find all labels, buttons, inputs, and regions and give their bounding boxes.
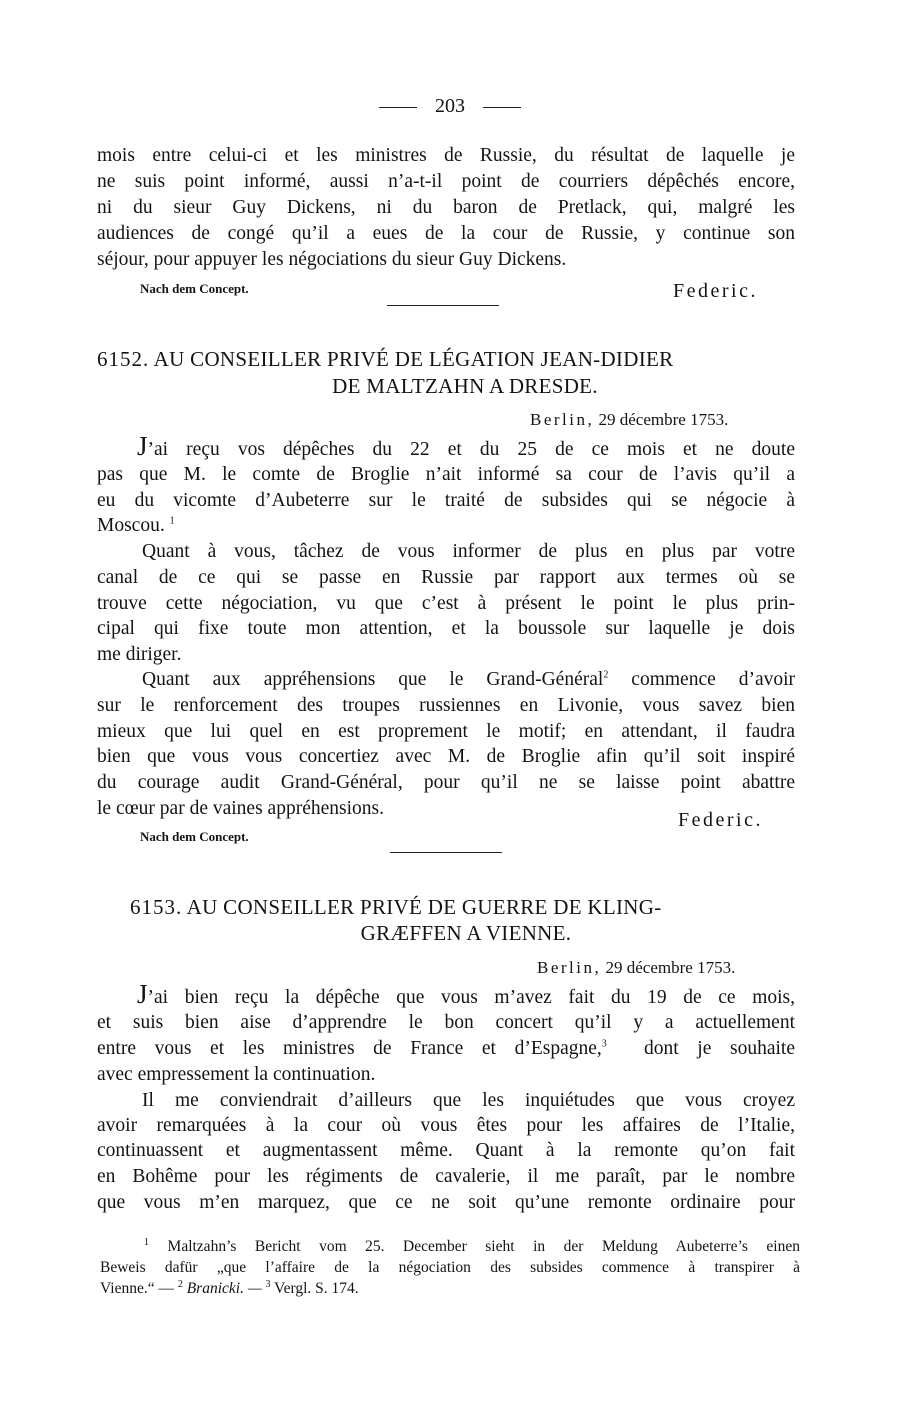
paragraph-line: Quant à vous, tâchez de vous informer de plus en plus par votre <box>142 541 795 562</box>
paragraph-line: avoir remarquées à la cour où vous êtes pour les affaires de l’Italie, <box>97 1115 795 1136</box>
paragraph-line: le cœur par de vaines appréhensions. <box>97 798 384 819</box>
line-text: Moscou. <box>97 515 165 536</box>
paragraph-line: bien que vous vous concertiez avec M. de Broglie afin qu’il soit inspiré <box>97 746 795 767</box>
paragraph-line <box>97 431 795 463</box>
paragraph-line <box>97 513 795 539</box>
paragraph-line: que vous m’en marquez, que ce ne soit qu’une remonte ordinaire pour <box>97 1192 795 1213</box>
page-number-line <box>0 95 900 118</box>
signature: Federic. <box>678 809 763 831</box>
footnote-line: Beweis dafür „que l’affaire de la négociation des subsides commence à transpirer à <box>100 1259 800 1276</box>
line-text: commence d’avoir <box>631 669 796 690</box>
paragraph-line: sur le renforcement des troupes russiennes en Livonie, vous savez bien <box>97 695 795 716</box>
document-title-line1: AU CONSEILLER PRIVÉ DE GUERRE DE KLING- <box>186 895 662 919</box>
line-text: entre vous et les ministres de France et d’Espagne, <box>97 1038 602 1059</box>
footnote-line <box>100 1236 800 1257</box>
paragraph-line: audiences de congé qu’il a eues de la cour de Russie, y continue son <box>97 223 795 244</box>
section-divider <box>390 852 502 853</box>
paragraph-line: avec empressement la continuation. <box>97 1064 376 1085</box>
paragraph-line <box>97 1036 795 1062</box>
page-number-dash-right <box>483 107 521 108</box>
paragraph-line: Il me conviendrait d’ailleurs que les inquiétudes que vous croyez <box>142 1090 795 1111</box>
section-divider <box>387 305 499 306</box>
paragraph-line: continuassent et augmentassent même. Quant à la remonte qu’on fait <box>97 1140 795 1161</box>
paragraph-line: me diriger. <box>97 644 182 665</box>
document-title-line1: AU CONSEILLER PRIVÉ DE LÉGATION JEAN-DIDIER <box>153 347 674 371</box>
footnote-mark: 3 <box>265 1278 271 1290</box>
document-heading-6152 <box>97 345 795 373</box>
paragraph-line: mois entre celui-ci et les ministres de Russie, du résultat de laquelle je <box>97 145 795 166</box>
source-note: Nach dem Concept. <box>140 829 249 844</box>
page-number-dash-left <box>379 107 417 108</box>
footnote-ref: 3 <box>601 1038 607 1050</box>
document-title-line2: GRÆFFEN A VIENNE. <box>360 921 572 945</box>
line-text: dont je souhaite <box>644 1038 795 1059</box>
date-text: 29 décembre 1753. <box>598 410 729 429</box>
paragraph-line: mieux que lui quel en est proprement le motif; en attendant, il faudra <box>97 721 795 742</box>
paragraph-line: et suis bien aise d’apprendre le bon concert qu’il y a actuellement <box>97 1012 795 1033</box>
document-title-line2: DE MALTZAHN A DRESDE. <box>332 374 598 398</box>
page-number: 203 <box>435 95 465 117</box>
paragraph-line: séjour, pour appuyer les négociations du sieur Guy Dickens. <box>97 249 567 270</box>
footnote-text: Vienne.“ — <box>100 1280 174 1297</box>
footnote-text: Branicki. — <box>186 1280 262 1297</box>
footnote-ref: 2 <box>603 669 609 681</box>
document-heading-6153 <box>97 893 795 921</box>
date-text: 29 décembre 1753. <box>605 958 736 977</box>
footnote-ref: 1 <box>169 515 175 527</box>
document-number: 6153. <box>130 895 183 919</box>
paragraph-line: cipal qui fixe toute mon attention, et la boussole sur laquelle je dois <box>97 618 795 639</box>
line-text: ’ai reçu vos dépêches du 22 et du 25 de ce mois et ne doute <box>147 439 795 460</box>
paragraph-line: ni du sieur Guy Dickens, ni du baron de Pretlack, qui, malgré les <box>97 197 795 218</box>
footnote-text: Vergl. S. 174. <box>274 1280 359 1297</box>
source-note: Nach dem Concept. <box>140 281 249 296</box>
initial-letter: J <box>137 431 148 461</box>
document-date <box>537 958 735 978</box>
signature: Federic. <box>673 280 758 302</box>
paragraph-line: en Bohême pour les régiments de cavalerie, il me paraît, par le nombre <box>97 1166 795 1187</box>
footnote-mark: 1 <box>144 1236 149 1248</box>
paragraph-line: trouve cette négociation, vu que c’est à présent le point le plus prin- <box>97 593 795 614</box>
line-text: ’ai bien reçu la dépêche que vous m’avez fait du 19 de ce mois, <box>147 987 795 1008</box>
paragraph-line: pas que M. le comte de Broglie n’ait informé sa cour de l’avis qu’il a <box>97 464 795 485</box>
date-place: Berlin, <box>537 958 602 977</box>
paragraph-line: canal de ce qui se passe en Russie par rapport aux termes où se <box>97 567 795 588</box>
date-place: Berlin, <box>530 410 595 429</box>
footnote-text: Maltzahn’s Bericht vom 25. December sieht in der Meldung Aubeterre’s einen <box>167 1238 800 1255</box>
footnote-mark: 2 <box>177 1278 183 1290</box>
paragraph-line: ne suis point informé, aussi n’a-t-il point de courriers dépêchés encore, <box>97 171 795 192</box>
paragraph-line <box>97 979 795 1011</box>
paragraph-line: eu du vicomte d’Aubeterre sur le traité de subsides qui se négocie à <box>97 490 795 511</box>
paragraph-line: du courage audit Grand-Général, pour qu’il ne se laisse point abattre <box>97 772 795 793</box>
document-date <box>530 410 728 430</box>
footnote-line <box>100 1278 800 1299</box>
line-text: Quant aux appréhensions que le Grand-Général <box>142 669 604 690</box>
document-number: 6152. <box>97 347 150 371</box>
initial-letter: J <box>137 979 148 1009</box>
paragraph-line <box>97 667 795 693</box>
